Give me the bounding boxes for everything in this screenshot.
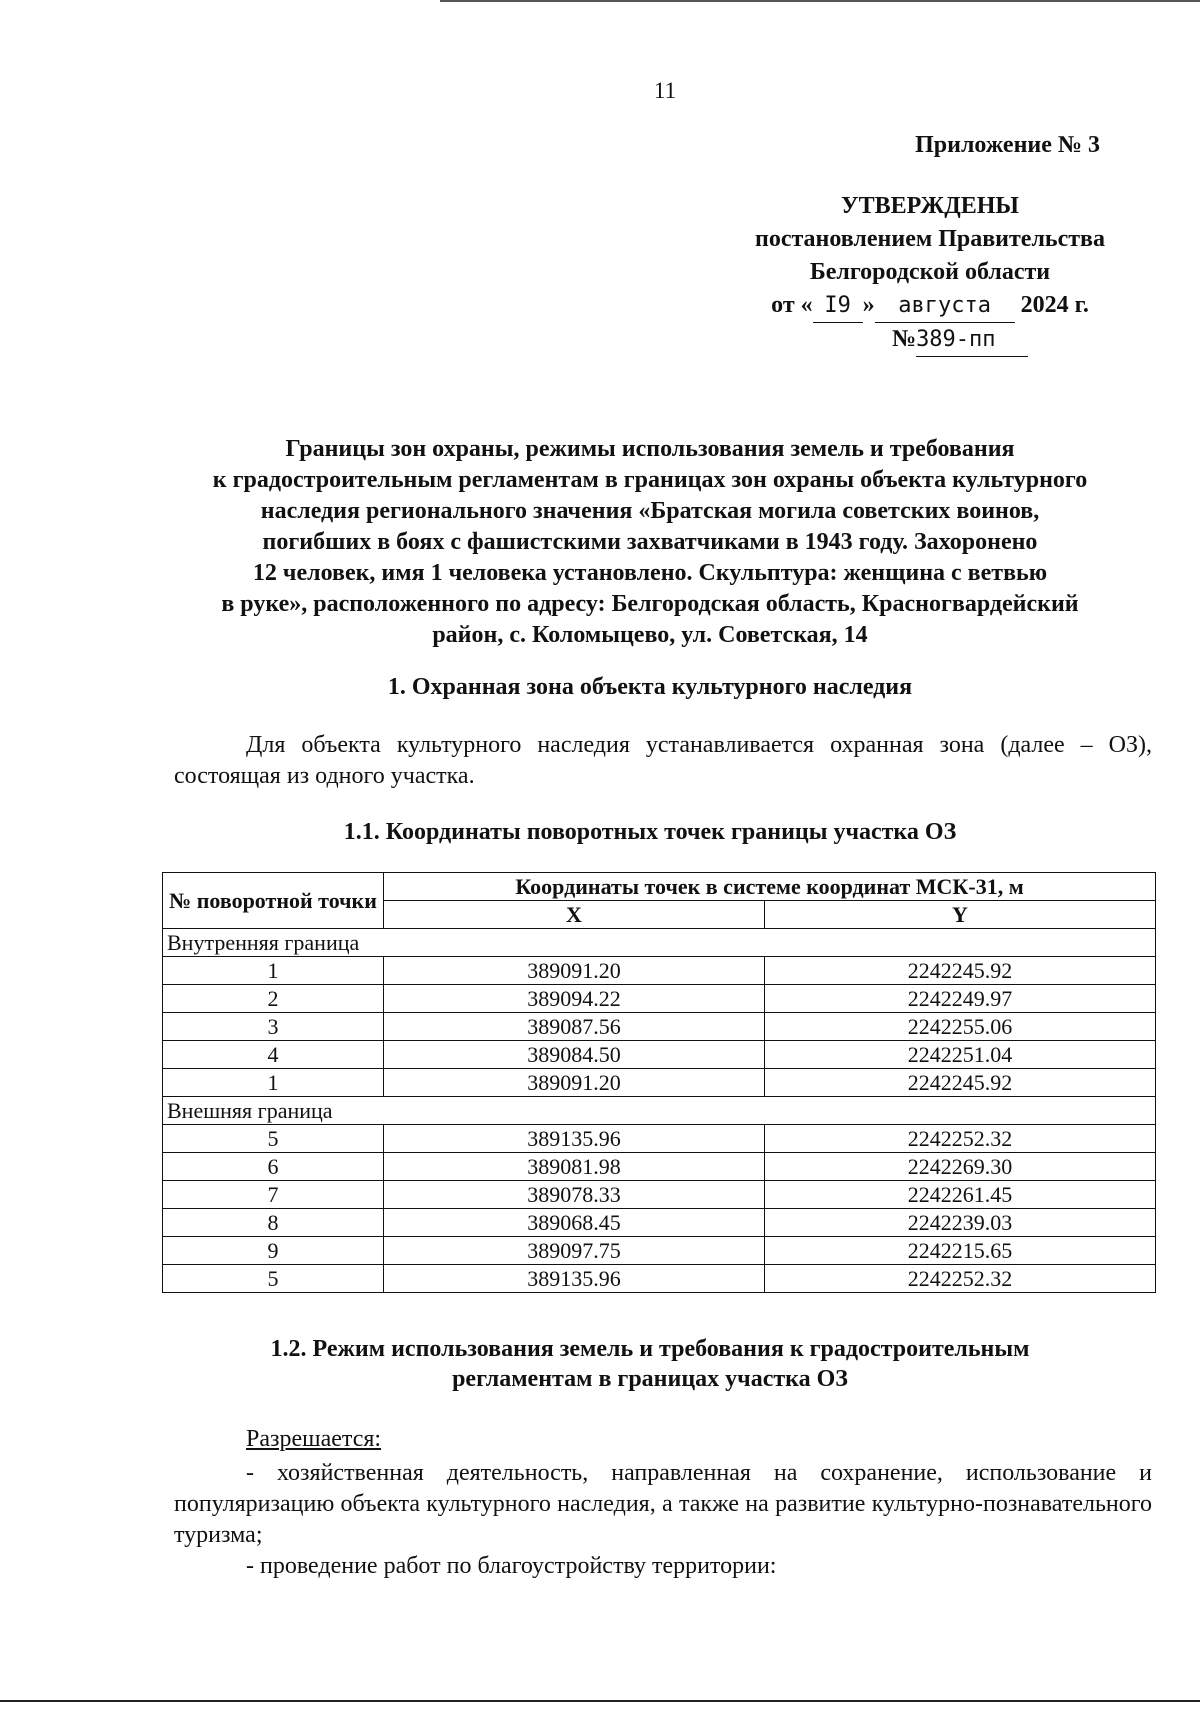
date-prefix: от «	[771, 292, 813, 318]
cell-x: 389087.56	[384, 1013, 765, 1041]
annex-label: Приложение № 3	[915, 132, 1100, 158]
cell-y: 2242251.04	[765, 1041, 1156, 1069]
section-1-2-heading-line: 1.2. Режим использования земель и требования к градостроительным	[270, 1336, 1030, 1362]
approved-label: УТВЕРЖДЕНЫ	[841, 193, 1019, 219]
title-line: наследия регионального значения «Братская могила советских воинов,	[260, 498, 1040, 524]
approval-number	[690, 323, 1170, 357]
cell-y: 2242245.92	[765, 957, 1156, 985]
allowed-item-1-text: - хозяйственная деятельность, направленная на сохранение, использование и популяризацию объекта культурного наследия, а также на развитие культурно-познавательного туризма;	[174, 1460, 1152, 1548]
cell-x: 389068.45	[384, 1209, 765, 1237]
table-row	[163, 1125, 1156, 1153]
section-1-text: Для объекта культурного наследия устанавливается охранная зона (далее – ОЗ), состоящая из одного участка.	[174, 732, 1152, 789]
cell-y: 2242249.97	[765, 985, 1156, 1013]
approval-line-2: Белгородской области	[809, 259, 1051, 285]
section-1-2-heading	[150, 1334, 1150, 1394]
cell-point: 7	[163, 1181, 384, 1209]
number-value: 389-пп	[916, 327, 996, 352]
page-number: 11	[653, 78, 677, 103]
cell-x: 389091.20	[384, 957, 765, 985]
cell-x: 389081.98	[384, 1153, 765, 1181]
header-y: Y	[765, 901, 1156, 929]
cell-point: 8	[163, 1209, 384, 1237]
document-title	[150, 434, 1150, 651]
cell-point: 4	[163, 1041, 384, 1069]
date-month: августа	[898, 293, 991, 318]
cell-point: 2	[163, 985, 384, 1013]
table-row	[163, 1069, 1156, 1097]
table-row	[163, 1013, 1156, 1041]
cell-x: 389078.33	[384, 1181, 765, 1209]
table-row	[163, 1153, 1156, 1181]
cell-y: 2242252.32	[765, 1125, 1156, 1153]
cell-point: 9	[163, 1237, 384, 1265]
approval-date	[690, 289, 1170, 323]
approval-block	[690, 190, 1170, 357]
cell-x: 389094.22	[384, 985, 765, 1013]
cell-point: 3	[163, 1013, 384, 1041]
allowed-item-1	[174, 1458, 1152, 1551]
title-line: район, с. Коломыцево, ул. Советская, 14	[432, 622, 868, 648]
cell-point: 1	[163, 957, 384, 985]
cell-x: 389135.96	[384, 1265, 765, 1293]
cell-y: 2242255.06	[765, 1013, 1156, 1041]
approval-line-1: постановлением Правительства	[754, 226, 1105, 252]
header-coords: Координаты точек в системе координат МСК-31, м	[384, 873, 1156, 901]
date-day: I9	[824, 293, 851, 318]
cell-point: 5	[163, 1265, 384, 1293]
title-line: в руке», расположенного по адресу: Белгородская область, Красногвардейский	[221, 591, 1079, 617]
table-row	[163, 985, 1156, 1013]
title-line: к градостроительным регламентам в границах зон охраны объекта культурного	[212, 467, 1088, 493]
cell-point: 5	[163, 1125, 384, 1153]
cell-y: 2242239.03	[765, 1209, 1156, 1237]
group-outer-boundary: Внешняя граница	[163, 1097, 1156, 1125]
date-year: 2024 г.	[1020, 292, 1089, 318]
cell-y: 2242269.30	[765, 1153, 1156, 1181]
coordinates-table	[162, 872, 1156, 1293]
cell-y: 2242215.65	[765, 1237, 1156, 1265]
table-row	[163, 1041, 1156, 1069]
section-1-paragraph	[174, 730, 1152, 792]
section-1-1-heading: 1.1. Координаты поворотных точек границы участка ОЗ	[343, 819, 957, 845]
allowed-item-2-text: - проведение работ по благоустройству территории:	[246, 1553, 777, 1579]
section-1-heading: 1. Охранная зона объекта культурного наследия	[387, 674, 913, 700]
group-inner-boundary: Внутренняя граница	[163, 929, 1156, 957]
scan-edge-bottom	[0, 1700, 1200, 1702]
table-row	[163, 1181, 1156, 1209]
title-line: Границы зон охраны, режимы использования земель и требования	[285, 436, 1015, 462]
cell-x: 389084.50	[384, 1041, 765, 1069]
date-mid: »	[862, 292, 875, 318]
scan-edge-top	[440, 0, 1200, 2]
cell-y: 2242245.92	[765, 1069, 1156, 1097]
allowed-item-2	[174, 1551, 1152, 1582]
title-line: погибших в боях с фашистскими захватчиками в 1943 году. Захоронено	[262, 529, 1038, 555]
cell-x: 389135.96	[384, 1125, 765, 1153]
header-x: X	[384, 901, 765, 929]
cell-y: 2242252.32	[765, 1265, 1156, 1293]
table-row	[163, 1265, 1156, 1293]
number-prefix: №	[891, 326, 917, 352]
cell-x: 389097.75	[384, 1237, 765, 1265]
allowed-label: Разрешается:	[246, 1426, 382, 1452]
table-row	[163, 957, 1156, 985]
cell-point: 6	[163, 1153, 384, 1181]
cell-x: 389091.20	[384, 1069, 765, 1097]
cell-point: 1	[163, 1069, 384, 1097]
table-row	[163, 1237, 1156, 1265]
section-1-2-heading-line: регламентам в границах участка ОЗ	[452, 1366, 848, 1392]
title-line: 12 человек, имя 1 человека установлено. Скульптура: женщина с ветвью	[252, 560, 1048, 586]
table-row	[163, 1209, 1156, 1237]
cell-y: 2242261.45	[765, 1181, 1156, 1209]
header-point: № поворотной точки	[163, 873, 384, 929]
